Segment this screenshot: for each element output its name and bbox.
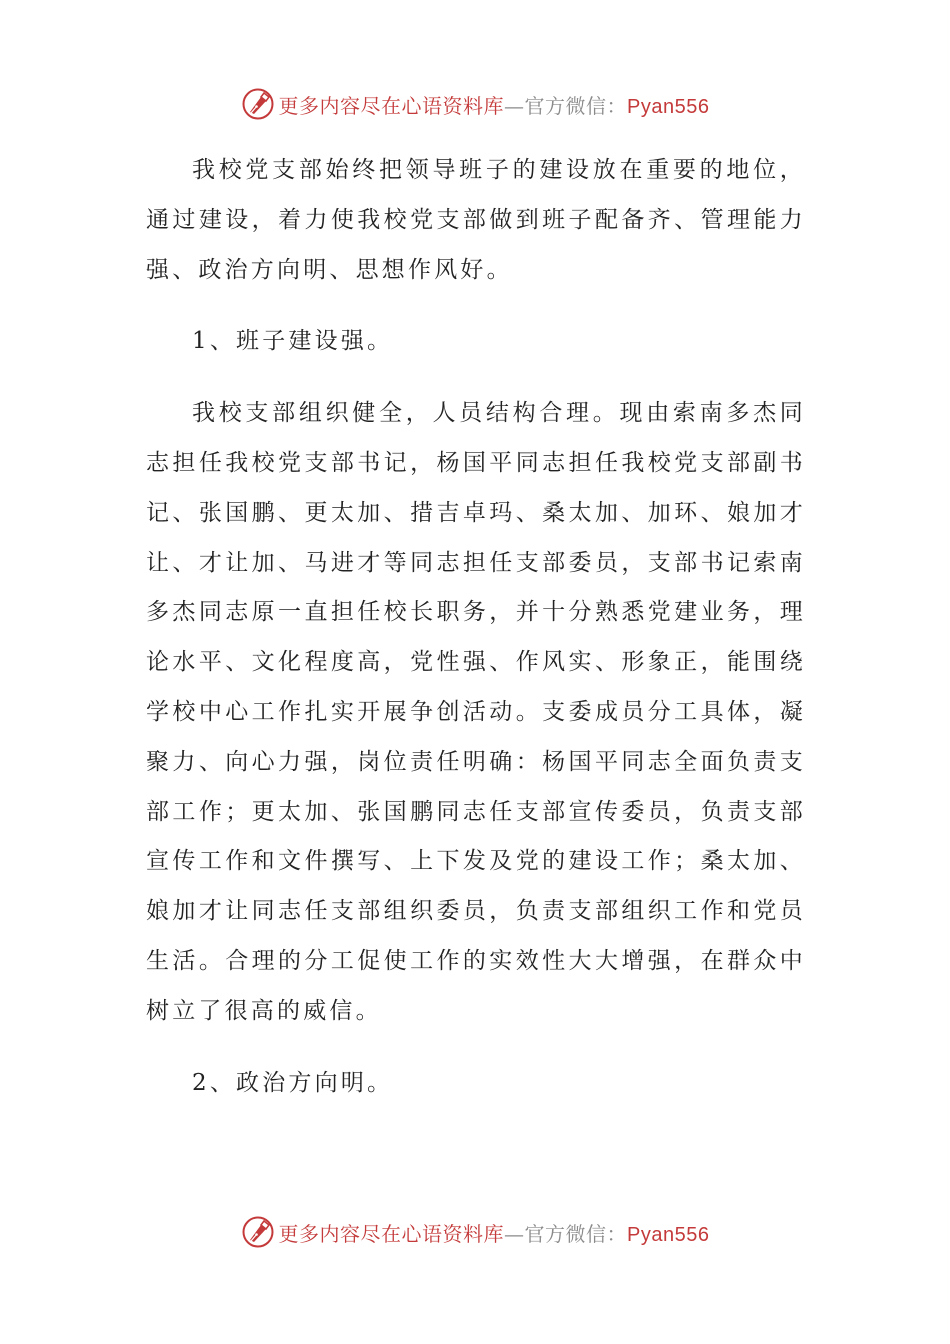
footer-banner	[0, 1212, 950, 1252]
document-body	[146, 146, 806, 1108]
banner-dash: —	[504, 93, 525, 118]
paragraph-team-building: 我校支部组织健全，人员结构合理。现由索南多杰同志担任我校党支部书记，杨国平同志担任我校党支部副书记、张国鹏、更太加、措吉卓玛、桑太加、加环、娘加才让、才让加、马进才等同志担任支部委员，支部书记索南多杰同志原一直担任校长职务，并十分熟悉党建业务，理论水平、文化程度高，党性强、作风实、形象正，能围绕学校中心工作扎实开展争创活动。支委成员分工具体，凝聚力、向心力强，岗位责任明确：杨国平同志全面负责支部工作；更太加、张国鹏同志任支部宣传委员，负责支部宣传工作和文件撰写、上下发及党的建设工作；桑太加、娘加才让同志任支部组织委员，负责支部组织工作和党员生活。合理的分工促使工作的实效性大大增强，在群众中树立了很高的威信。	[146, 400, 806, 1024]
header-banner	[0, 84, 950, 124]
section-heading-1: 1、班子建设强。	[192, 328, 394, 355]
footer-dash: —	[504, 1221, 525, 1246]
banner-wechat-label: 官方微信：	[524, 93, 628, 118]
section-heading-2: 2、政治方向明。	[192, 1069, 394, 1096]
footer-site-name: 更多内容尽在心语资料库	[278, 1221, 505, 1246]
pen-nib-icon	[241, 87, 275, 121]
footer-wechat-label: 官方微信：	[524, 1221, 628, 1246]
pen-nib-icon	[241, 1215, 275, 1249]
banner-site-name: 更多内容尽在心语资料库	[278, 93, 505, 118]
paragraph-intro: 我校党支部始终把领导班子的建设放在重要的地位，通过建设，着力使我校党支部做到班子配备齐、管理能力强、政治方向明、思想作风好。	[146, 157, 806, 283]
banner-wechat-account: Pyan556	[627, 95, 710, 118]
footer-wechat-account: Pyan556	[627, 1223, 710, 1246]
